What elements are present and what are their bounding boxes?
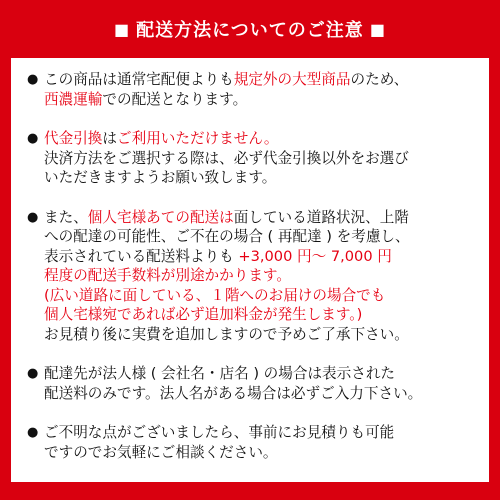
notice-title-bar	[11, 0, 489, 58]
notice-title: 配送方法についてのご注意	[136, 20, 364, 41]
notice-text	[44, 70, 479, 109]
highlight-text: 程度の配送手数料が別途かかります。	[44, 267, 291, 284]
notice-item-large-item	[27, 70, 479, 109]
text-line: お見積り後に実費を追加しますので予めご了承下さい。	[44, 325, 409, 343]
bullet-icon: ●	[27, 425, 39, 440]
text-line: 決済方法をご選択する際は、必ず代金引換以外をお選び	[44, 149, 409, 167]
text-segment: での配送となります。	[102, 90, 248, 108]
notice-item-contact	[27, 423, 479, 462]
notice-item-corporate	[27, 364, 479, 403]
fee-range: +3,000 円～ 7,000 円	[238, 247, 392, 265]
text-line: ですのでお気軽にご相談ください。	[44, 443, 278, 461]
text-segment: また、	[44, 208, 88, 226]
bullet-icon: ●	[27, 131, 39, 146]
text-line: いただきますようお願い致します。	[44, 169, 277, 186]
highlight-text: 個人宅様あての配送は	[87, 208, 234, 226]
text-line: 配送料のみです。法人名がある場合は必ずご入力下さい。	[44, 384, 423, 402]
notice-item-cod	[27, 129, 479, 188]
text-line: への配達の可能性、ご不在の場合 ( 再配達 ) を考慮し、	[44, 228, 410, 245]
text-segment: 面している道路状況、上階	[233, 208, 409, 226]
bullet-icon: ●	[27, 366, 39, 381]
highlight-text: ご利用いただけません。	[117, 130, 279, 147]
text-line: ご不明な点がございましたら、事前にお見積りも可能	[44, 424, 395, 441]
highlight-text: 規定外の大型商品	[233, 71, 351, 88]
text-segment: は	[102, 130, 117, 147]
bullet-icon: ●	[27, 72, 39, 87]
text-segment: この商品は通常宅配便よりも	[44, 71, 234, 88]
notice-item-residential	[27, 208, 479, 345]
notice-text	[44, 423, 479, 462]
highlight-text: (広い道路に面している、１階へのお届けの場合でも	[44, 286, 386, 304]
notice-text	[44, 129, 479, 188]
highlight-text: 個人宅様宛であれば必ず追加料金が発生します。)	[44, 306, 363, 323]
square-mark-right-icon: ■	[369, 19, 386, 39]
bullet-icon: ●	[27, 209, 39, 225]
notice-text	[44, 208, 479, 345]
square-mark-left-icon: ■	[114, 19, 131, 39]
notice-panel	[11, 58, 489, 482]
notice-text	[44, 364, 479, 403]
highlight-text: 代金引換	[44, 130, 103, 147]
text-segment: のため、	[350, 71, 409, 88]
carrier-name: 西濃運輸	[44, 90, 103, 108]
text-segment: 表示されている配送料よりも	[44, 247, 239, 265]
text-line: 配達先が法人様 ( 会社名・店名 ) の場合は表示された	[44, 365, 396, 382]
